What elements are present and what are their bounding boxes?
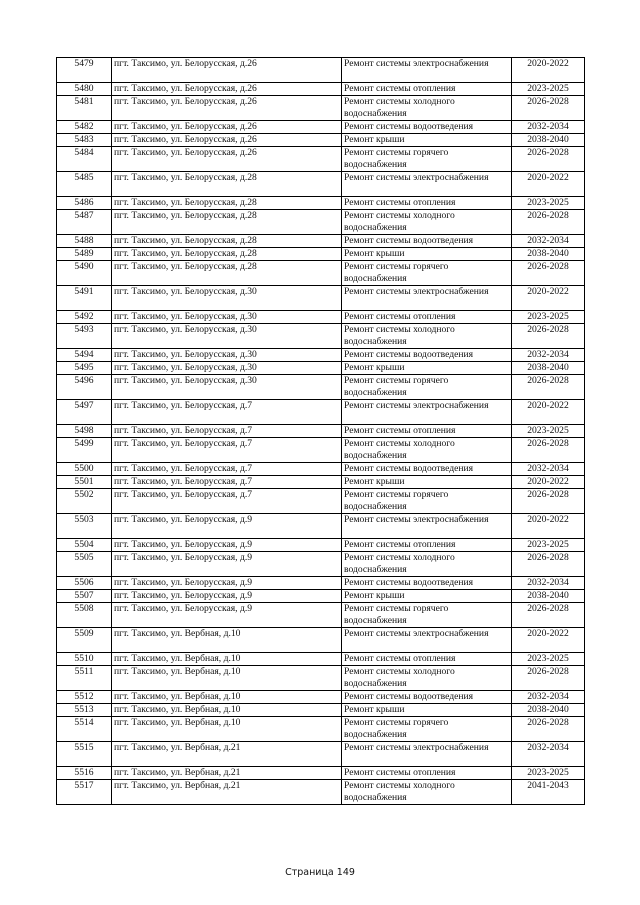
address-cell: пгт. Таксимо, ул. Белорусская, д.7 [112,489,342,514]
address-cell: пгт. Таксимо, ул. Белорусская, д.26 [112,83,342,96]
period-cell: 2026-2028 [512,96,585,121]
address-cell: пгт. Таксимо, ул. Белорусская, д.30 [112,324,342,349]
work-type-cell: Ремонт крыши [342,590,512,603]
address-cell: пгт. Таксимо, ул. Белорусская, д.9 [112,577,342,590]
period-cell: 2038-2040 [512,362,585,375]
row-number-cell: 5495 [57,362,112,375]
period-cell: 2026-2028 [512,489,585,514]
work-type-cell: Ремонт системы отопления [342,653,512,666]
work-type-cell: Ремонт системы электроснабжения [342,742,512,767]
table-row [57,134,585,147]
address-cell: пгт. Таксимо, ул. Белорусская, д.9 [112,590,342,603]
work-type-cell: Ремонт системы электроснабжения [342,628,512,653]
row-number-cell: 5483 [57,134,112,147]
work-type-cell: Ремонт системы горячего водоснабжения [342,261,512,286]
period-cell: 2026-2028 [512,324,585,349]
table-row [57,248,585,261]
row-number-cell: 5509 [57,628,112,653]
period-cell: 2032-2034 [512,121,585,134]
address-cell: пгт. Таксимо, ул. Белорусская, д.9 [112,514,342,539]
period-cell: 2038-2040 [512,704,585,717]
row-number-cell: 5506 [57,577,112,590]
row-number-cell: 5486 [57,197,112,210]
period-cell: 2026-2028 [512,603,585,628]
period-cell: 2020-2022 [512,58,585,83]
table-row [57,425,585,438]
row-number-cell: 5490 [57,261,112,286]
row-number-cell: 5501 [57,476,112,489]
address-cell: пгт. Таксимо, ул. Вербная, д.10 [112,666,342,691]
table-row [57,349,585,362]
table-row [57,286,585,311]
table-row [57,96,585,121]
table-row [57,539,585,552]
period-cell: 2023-2025 [512,197,585,210]
address-cell: пгт. Таксимо, ул. Белорусская, д.9 [112,603,342,628]
work-type-cell: Ремонт системы отопления [342,83,512,96]
work-type-cell: Ремонт системы отопления [342,311,512,324]
table-row [57,362,585,375]
row-number-cell: 5503 [57,514,112,539]
table-row [57,197,585,210]
address-cell: пгт. Таксимо, ул. Белорусская, д.7 [112,463,342,476]
address-cell: пгт. Таксимо, ул. Белорусская, д.30 [112,349,342,362]
work-type-cell: Ремонт системы электроснабжения [342,58,512,83]
period-cell: 2032-2034 [512,235,585,248]
table-body [57,58,585,805]
row-number-cell: 5479 [57,58,112,83]
table-row [57,704,585,717]
work-type-cell: Ремонт системы водоотведения [342,349,512,362]
work-type-cell: Ремонт системы холодного водоснабжения [342,780,512,805]
period-cell: 2026-2028 [512,438,585,463]
row-number-cell: 5504 [57,539,112,552]
table-row [57,58,585,83]
work-type-cell: Ремонт крыши [342,362,512,375]
table-row [57,438,585,463]
row-number-cell: 5489 [57,248,112,261]
period-cell: 2020-2022 [512,628,585,653]
period-cell: 2026-2028 [512,375,585,400]
row-number-cell: 5496 [57,375,112,400]
table-row [57,400,585,425]
period-cell: 2032-2034 [512,349,585,362]
period-cell: 2032-2034 [512,463,585,476]
address-cell: пгт. Таксимо, ул. Белорусская, д.9 [112,539,342,552]
table-row [57,324,585,349]
row-number-cell: 5513 [57,704,112,717]
address-cell: пгт. Таксимо, ул. Вербная, д.21 [112,742,342,767]
table-row [57,463,585,476]
row-number-cell: 5514 [57,717,112,742]
work-type-cell: Ремонт системы электроснабжения [342,514,512,539]
period-cell: 2032-2034 [512,742,585,767]
work-type-cell: Ремонт системы холодного водоснабжения [342,438,512,463]
address-cell: пгт. Таксимо, ул. Белорусская, д.28 [112,172,342,197]
address-cell: пгт. Таксимо, ул. Белорусская, д.7 [112,400,342,425]
table-row [57,147,585,172]
period-cell: 2023-2025 [512,83,585,96]
period-cell: 2023-2025 [512,539,585,552]
row-number-cell: 5500 [57,463,112,476]
row-number-cell: 5498 [57,425,112,438]
repair-schedule-table [56,57,585,805]
row-number-cell: 5505 [57,552,112,577]
address-cell: пгт. Таксимо, ул. Белорусская, д.30 [112,286,342,311]
table-row [57,653,585,666]
address-cell: пгт. Таксимо, ул. Белорусская, д.30 [112,311,342,324]
work-type-cell: Ремонт системы холодного водоснабжения [342,552,512,577]
period-cell: 2023-2025 [512,425,585,438]
work-type-cell: Ремонт крыши [342,476,512,489]
row-number-cell: 5516 [57,767,112,780]
period-cell: 2032-2034 [512,691,585,704]
work-type-cell: Ремонт системы отопления [342,539,512,552]
address-cell: пгт. Таксимо, ул. Белорусская, д.28 [112,261,342,286]
address-cell: пгт. Таксимо, ул. Белорусская, д.30 [112,362,342,375]
work-type-cell: Ремонт системы отопления [342,425,512,438]
work-type-cell: Ремонт крыши [342,248,512,261]
address-cell: пгт. Таксимо, ул. Белорусская, д.7 [112,476,342,489]
table-row [57,514,585,539]
work-type-cell: Ремонт системы электроснабжения [342,286,512,311]
table-row [57,311,585,324]
address-cell: пгт. Таксимо, ул. Белорусская, д.28 [112,197,342,210]
work-type-cell: Ремонт системы горячего водоснабжения [342,147,512,172]
address-cell: пгт. Таксимо, ул. Белорусская, д.26 [112,96,342,121]
row-number-cell: 5497 [57,400,112,425]
row-number-cell: 5481 [57,96,112,121]
period-cell: 2026-2028 [512,210,585,235]
table-row [57,780,585,805]
row-number-cell: 5508 [57,603,112,628]
row-number-cell: 5488 [57,235,112,248]
work-type-cell: Ремонт системы горячего водоснабжения [342,717,512,742]
address-cell: пгт. Таксимо, ул. Белорусская, д.28 [112,235,342,248]
work-type-cell: Ремонт системы водоотведения [342,121,512,134]
table-row [57,261,585,286]
period-cell: 2038-2040 [512,590,585,603]
row-number-cell: 5493 [57,324,112,349]
table-row [57,590,585,603]
period-cell: 2026-2028 [512,147,585,172]
table-row [57,717,585,742]
table-row [57,476,585,489]
table-row [57,121,585,134]
address-cell: пгт. Таксимо, ул. Белорусская, д.28 [112,210,342,235]
table-row [57,235,585,248]
work-type-cell: Ремонт крыши [342,704,512,717]
address-cell: пгт. Таксимо, ул. Вербная, д.10 [112,704,342,717]
table-row [57,172,585,197]
row-number-cell: 5502 [57,489,112,514]
row-number-cell: 5480 [57,83,112,96]
address-cell: пгт. Таксимо, ул. Вербная, д.10 [112,691,342,704]
address-cell: пгт. Таксимо, ул. Белорусская, д.30 [112,375,342,400]
work-type-cell: Ремонт системы горячего водоснабжения [342,603,512,628]
address-cell: пгт. Таксимо, ул. Вербная, д.21 [112,780,342,805]
row-number-cell: 5511 [57,666,112,691]
row-number-cell: 5482 [57,121,112,134]
work-type-cell: Ремонт системы горячего водоснабжения [342,375,512,400]
page-number: Страница 149 [285,867,355,878]
row-number-cell: 5484 [57,147,112,172]
row-number-cell: 5491 [57,286,112,311]
period-cell: 2020-2022 [512,476,585,489]
table-row [57,666,585,691]
row-number-cell: 5512 [57,691,112,704]
work-type-cell: Ремонт системы водоотведения [342,235,512,248]
row-number-cell: 5494 [57,349,112,362]
table-row [57,628,585,653]
table-row [57,691,585,704]
period-cell: 2020-2022 [512,172,585,197]
period-cell: 2038-2040 [512,248,585,261]
work-type-cell: Ремонт системы водоотведения [342,577,512,590]
period-cell: 2026-2028 [512,666,585,691]
period-cell: 2023-2025 [512,653,585,666]
address-cell: пгт. Таксимо, ул. Белорусская, д.26 [112,58,342,83]
table-row [57,767,585,780]
period-cell: 2026-2028 [512,552,585,577]
table-row [57,375,585,400]
table-row [57,83,585,96]
work-type-cell: Ремонт системы электроснабжения [342,400,512,425]
period-cell: 2020-2022 [512,514,585,539]
period-cell: 2020-2022 [512,286,585,311]
work-type-cell: Ремонт системы электроснабжения [342,172,512,197]
address-cell: пгт. Таксимо, ул. Белорусская, д.26 [112,147,342,172]
work-type-cell: Ремонт системы холодного водоснабжения [342,96,512,121]
row-number-cell: 5515 [57,742,112,767]
row-number-cell: 5487 [57,210,112,235]
work-type-cell: Ремонт системы холодного водоснабжения [342,210,512,235]
work-type-cell: Ремонт крыши [342,134,512,147]
period-cell: 2020-2022 [512,400,585,425]
table-row [57,489,585,514]
address-cell: пгт. Таксимо, ул. Вербная, д.10 [112,717,342,742]
period-cell: 2026-2028 [512,717,585,742]
work-type-cell: Ремонт системы водоотведения [342,463,512,476]
period-cell: 2038-2040 [512,134,585,147]
table-row [57,603,585,628]
address-cell: пгт. Таксимо, ул. Белорусская, д.26 [112,121,342,134]
period-cell: 2023-2025 [512,311,585,324]
address-cell: пгт. Таксимо, ул. Вербная, д.21 [112,767,342,780]
table-row [57,210,585,235]
row-number-cell: 5517 [57,780,112,805]
row-number-cell: 5510 [57,653,112,666]
row-number-cell: 5499 [57,438,112,463]
work-type-cell: Ремонт системы водоотведения [342,691,512,704]
address-cell: пгт. Таксимо, ул. Вербная, д.10 [112,628,342,653]
work-type-cell: Ремонт системы холодного водоснабжения [342,666,512,691]
period-cell: 2026-2028 [512,261,585,286]
address-cell: пгт. Таксимо, ул. Белорусская, д.28 [112,248,342,261]
address-cell: пгт. Таксимо, ул. Вербная, д.10 [112,653,342,666]
period-cell: 2041-2043 [512,780,585,805]
row-number-cell: 5507 [57,590,112,603]
address-cell: пгт. Таксимо, ул. Белорусская, д.9 [112,552,342,577]
row-number-cell: 5485 [57,172,112,197]
work-type-cell: Ремонт системы отопления [342,197,512,210]
address-cell: пгт. Таксимо, ул. Белорусская, д.26 [112,134,342,147]
work-type-cell: Ремонт системы отопления [342,767,512,780]
work-type-cell: Ремонт системы холодного водоснабжения [342,324,512,349]
period-cell: 2023-2025 [512,767,585,780]
row-number-cell: 5492 [57,311,112,324]
address-cell: пгт. Таксимо, ул. Белорусская, д.7 [112,438,342,463]
work-type-cell: Ремонт системы горячего водоснабжения [342,489,512,514]
table-row [57,577,585,590]
period-cell: 2032-2034 [512,577,585,590]
address-cell: пгт. Таксимо, ул. Белорусская, д.7 [112,425,342,438]
table-row [57,742,585,767]
table-row [57,552,585,577]
